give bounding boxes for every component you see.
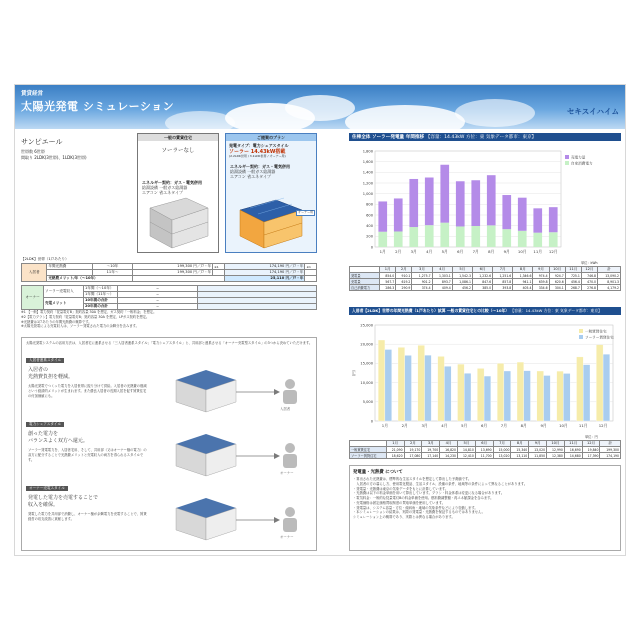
header-subtitle: 賃貸経営 [21,91,44,97]
x-tick-label: 1月 [379,249,386,254]
table-cell: 1,346.6 [513,273,533,279]
plain-label: ソーラーなし [161,148,195,154]
y-tick-label: 600 [366,213,373,218]
table-cell: 1,086.1 [452,279,472,285]
bar-0 [533,208,542,232]
style-item-label: オーナー [280,535,294,539]
style-item [26,422,314,482]
bar-1 [471,226,480,247]
y-tick-label: 5,000 [362,400,373,405]
chart2-header [349,307,621,315]
bar-1 [444,366,451,421]
y-tick-label: 0 [370,245,373,250]
chart2-unit: 単位：円 [585,435,598,439]
tenant-row-label: 年間光熱費 [47,264,93,270]
legend-swatch [579,335,583,339]
y-tick-label: 1,600 [362,159,373,164]
table-month-header: 10月 [547,441,565,447]
bar-1 [563,373,570,421]
footnote: ※2【電力プラン】電力契約「従量電灯B」契約容量 30A を想定、LPガス契約を想定。 [21,314,150,319]
chart1-title: 住棟全体 ソーラー発電量 年間推移 [352,135,425,140]
property-name: サンピエール [21,138,63,146]
table-cell: 941.1 [513,279,533,285]
page-title: 太陽光発電 シミュレーション [21,100,175,113]
bar-0 [409,179,418,227]
table-cell: 1,251.6 [493,273,513,279]
bar-0 [394,198,403,231]
table-cell: 18,620 [386,453,404,459]
x-tick-label: 11月 [533,249,543,254]
owner-plain-value: − [118,286,198,292]
table-cell: 19,170 [404,447,422,453]
x-tick-label: 1月 [381,423,389,428]
table-cell: 19,700 [422,447,440,453]
table-cell: 746.8 [581,273,597,279]
x-tick-label: 8月 [488,249,495,254]
x-tick-label: 11月 [578,423,588,428]
table-month-header: 3月 [412,267,432,273]
plain-energy-sub2: エアコン 省エネタイプ [142,190,183,195]
owner-row-label: ソーラー売電収入 [44,286,84,298]
table-cell: 567.7 [380,279,396,285]
table-cell: 854.0 [380,273,396,279]
table-cell: 4,179.2 [598,285,621,291]
table-cell: 1,232.6 [472,273,492,279]
table-month-header: 8月 [511,441,529,447]
notes-title: 発電量・光熱費 について [353,470,403,475]
bar-0 [502,195,511,229]
bar-1 [409,227,418,247]
note-line: ・本シミュレーションの結果は、実際の発電量・光熱費を保証するものではありません。 [353,510,485,515]
style-item-heading: 入居者の 光熱費負担を軽減。 [28,367,74,380]
table-month-header: 12月 [582,441,600,447]
table-month-header: 6月 [472,267,492,273]
tenant-plan-cost: 174,190 円／戸・年 [224,264,305,270]
table-cell: 14,810 [457,447,475,453]
table-cell: 17,390 [582,453,600,459]
style-item-body: 発電した電力を共用部で消費し、オーナー様が余剰電力を売電することで、賃貸経営の収支改善に貢献します。 [28,512,147,521]
table-cell: 286.3 [380,285,396,291]
table-month-header: 2月 [396,267,412,273]
style-item-tag: 電力シェアスタイル [26,422,64,427]
table-month-header: 3月 [422,441,440,447]
y-tick-label: 800 [366,202,373,207]
table-row-label: 売電量 [350,279,380,285]
owner-merit-label: 売電メリット [44,298,84,310]
table-cell: 276.8 [581,285,597,291]
y-tick-label: 25,000 [360,323,373,328]
plan-header: ご提案のプラン [226,134,316,141]
table-cell: 199,300 [600,447,621,453]
plain-energy-sub1: 給湯設備 一般ガス給湯器 [142,185,188,190]
style-item-tag: 入居者連系スタイル [26,358,64,363]
table-month-header: 2月 [404,441,422,447]
bar-1 [378,232,387,247]
y-tick-label: 10,000 [360,380,373,385]
table-cell: 15,000 [493,447,511,453]
table-row-label: 一般賃貸住宅 [350,447,387,453]
tenant-merit-note [305,276,317,282]
bar-0 [440,165,449,223]
table-cell: 910.1 [396,273,412,279]
bar-0 [518,198,527,231]
table-cell: 901.2 [412,279,432,285]
y-tick-label: 400 [366,223,373,228]
table-cell: 639.8 [533,279,549,285]
table-cell: 974.4 [533,273,549,279]
plan-energy-sub1: 給湯設備 一般ガス給湯器 [230,168,276,174]
y-tick-label: 1,400 [362,170,373,175]
table-cell: 8,901.3 [598,279,621,285]
x-tick-label: 10月 [517,249,527,254]
table-cell: 847.6 [472,279,492,285]
table-cell: 725.1 [565,273,581,279]
table-month-header: 7月 [493,267,513,273]
table-cell: 290.9 [396,285,412,291]
header-banner [15,85,626,129]
bar-0 [378,340,385,421]
table-cell: 16,690 [564,447,582,453]
bar-0 [456,181,465,226]
bar-0 [577,357,584,421]
bar-1 [603,354,610,421]
chart2-title: 入居者【2LDK】世帯の年間光熱費（1戸あたり）試算 一般の賃貸住宅との比較（〜10年） [352,308,510,313]
footnotes [21,310,317,329]
table-cell: 470.0 [581,279,597,285]
cost-table [349,440,621,459]
table-cell: 268.7 [565,285,581,291]
table-month-header: 9月 [533,267,549,273]
table-cell: 393.8 [493,285,513,291]
bar-0 [418,345,425,421]
table-cell: 17,080 [404,453,422,459]
chart1-unit: 単位：kWh [581,261,598,265]
legend-label: 自家消費電力 [571,161,593,166]
note-line: ・売電価格は固定価格買取制度の買取単価を使用しています。 [353,500,446,505]
table-cell: 405.4 [513,285,533,291]
bar-1 [484,376,491,421]
bar-1 [405,355,412,421]
x-tick-label: 7月 [500,423,508,428]
bar-1 [533,233,542,247]
bar-0 [425,178,434,226]
bar-0 [557,371,564,421]
table-month-header: 4月 [432,267,452,273]
table-month-header: 11月 [564,441,582,447]
y-tick-label: 15,000 [360,361,373,366]
table-cell: 924.7 [549,273,565,279]
tenant-merit-plain [132,276,224,282]
table-month-header: 4月 [440,441,458,447]
x-tick-label: 12月 [548,249,558,254]
bar-1 [544,375,551,421]
y-tick-label: 0 [370,419,373,424]
table-cell: 857.8 [493,279,513,285]
table-month-header: 7月 [493,441,511,447]
owner-income-table [21,285,317,310]
note-line: ・電気料金：一般的な従量電灯Bの料金単価を使用。燃料費調整額・再エネ賦課金を含みます。 [353,496,494,501]
table-month-header: 11月 [565,267,581,273]
table-cell: 12,990 [547,447,565,453]
y-tick-label: 1,200 [362,181,373,186]
bar-1 [502,229,511,247]
owner-row-period: 10年間の合計 [84,298,118,304]
style-item-heading: 発電した電力を売電することで 収入を確保。 [28,495,99,508]
table-cell: 16,820 [440,447,458,453]
x-tick-label: 12月 [598,423,608,428]
bar-0 [549,207,558,232]
table-month-header: 8月 [513,267,533,273]
table-cell: 14,680 [564,453,582,459]
x-tick-label: 10月 [559,423,568,428]
table-cell: 620.6 [549,279,565,285]
bar-1 [385,349,392,421]
table-cell: 456.2 [452,285,472,291]
y-tick-label: 1,800 [362,149,373,154]
plain-building-image [146,194,212,250]
brand-logo: セキスイハイム [566,107,619,116]
bar-1 [583,365,590,421]
tenant-plain-cost: 199,300 円／戸・年 [132,264,213,270]
table-cell: 456.4 [565,279,581,285]
table-month-header: 5月 [452,267,472,273]
table-cell: 1,542.3 [452,273,472,279]
property-units: 世帯数 6世帯 [21,149,45,154]
bar-1 [549,232,558,247]
table-cell: 13,690 [475,447,493,453]
bar-1 [464,373,471,421]
note-line: ・発電量・光熱費は東京の気象データをもとに計算しています。 [353,486,449,491]
x-tick-label: 9月 [503,249,510,254]
x-tick-label: 9月 [540,423,547,428]
x-tick-label: 3月 [421,423,428,428]
bar-1 [425,355,432,421]
style-item-label: オーナー [280,471,294,475]
generation-table [349,266,621,291]
x-tick-label: 4月 [441,423,448,428]
bar-0 [497,363,504,421]
note-line: 入居者の方の暮らし方、使用電化製品、生活スタイル、設備の条件、地域等の条件によって異なることがあります。 [353,481,528,486]
tenant-plain-cost: 199,300 円／戸・年 [132,270,213,276]
table-cell: 12,410 [457,453,475,459]
x-tick-label: 7月 [472,249,479,254]
style-item-tag: オーナー売電スタイル [26,486,68,491]
table-row-label: 自己消費電力 [350,285,380,291]
table-month-header: 6月 [475,441,493,447]
solar-building-image [236,196,308,250]
table-cell: 374.4 [412,285,432,291]
legend-swatch [565,155,569,159]
tenant-merit-value: 25,110 円／戸・年 [224,276,305,282]
styles-intro: 太陽光発電システムの活用方法は、入居者宅に連系させる「三入居者連系スタイル」「電力シェアスタイル」と、共用部と連系させる「オーナー売電型スタイル」の3つから決めていただけます。 [26,341,313,345]
table-month-header: 10月 [549,267,565,273]
owner-row-period: 1年間（11年〜） [84,292,118,298]
table-month-header: 計 [598,267,621,273]
legend-label: 売電力量 [571,155,586,160]
tenant-plan-note: ※1 [305,264,317,270]
chart1-header [349,133,621,141]
style-item-body: ソーラー発電電力を、入居者宅用、そして、共用部（又はオーナー様の電力）の双方に配分することで光熱費メリットと売電収入の両方を得られるスタイルです。 [28,448,147,462]
plan-kw: ソーラー 14.43kW搭載 [229,149,286,155]
note-line: ・光熱費は以下の料金単価を用いて算出しています。プラン・料金体系は変更になる場合があります。 [353,491,505,496]
table-cell: 21,090 [386,447,404,453]
table-cell: 1,303.1 [432,273,452,279]
table-row-label: 発電量 [350,273,380,279]
note-line: ・発電量は、システム容量・方位・傾斜角・地域の気象条件などにより変動します。 [353,505,478,510]
owner-plain-value: − [118,298,198,304]
tenant-row-period: 〜10年 [93,264,132,270]
legend-swatch [565,161,569,165]
table-row [350,285,621,291]
table-month-header: 5月 [457,441,475,447]
utility-cost-chart [349,317,621,435]
tenant-plain-note: ※1 [213,264,225,270]
owner-group-label: オーナー [22,286,44,310]
y-tick-label: 200 [366,234,373,239]
plan-energy-sub2: エアコン 省エネタイプ [230,173,271,179]
table-cell: 304.1 [549,285,565,291]
bar-1 [504,371,511,421]
table-month-header: 9月 [529,441,547,447]
bar-1 [524,371,531,421]
footnote: ※1 【一般】電力契約「従量電灯B」契約容量 30A を想定、ガス契約「一般料金」を想定。 [21,310,157,314]
y-axis-label: （円） [352,367,356,379]
legend-label: 一般賃貸住宅 [585,329,607,334]
table-cell: 17,140 [422,453,440,459]
bar-0 [537,371,544,421]
owner-plain-value: − [118,304,198,310]
style-item-body: 太陽光発電でつくった電力を入居世帯に振り分けて供給。入居者の光熱費の削減という経済的メリットが生まれます。また優良入居者の長期入居を促す賃貸住宅の付加価値にも。 [28,384,147,398]
table-cell: 19,840 [582,447,600,453]
table-cell: 619.2 [396,279,412,285]
bar-0 [471,180,480,226]
style-item [26,358,314,418]
note-line: ・算出された光熱費は、標準的な生活スタイルを想定して算出した予測値です。 [353,477,472,481]
owner-row-period: 1年間（〜10年） [84,286,118,292]
y-tick-label: 1,000 [362,191,373,196]
style-item [26,486,314,546]
plan-energy-title: エネルギー契約：ガス・電気併用 [230,163,290,169]
table-cell: 893.7 [432,279,452,285]
solar-generation-chart [349,143,621,261]
styles-explanation-box [21,337,317,551]
x-tick-label: 5月 [441,249,448,254]
owner-plan-value [198,304,317,310]
tenant-caption: 【2LDK】世帯（1戸あたり） [21,257,69,261]
document-page [14,84,626,556]
owner-row-period: 20年間の合計 [84,304,118,310]
property-layout: 間取り 2LDK(3世帯)、1LDK(3世帯) [21,155,87,160]
bar-1 [425,225,434,247]
x-tick-label: 8月 [520,423,527,428]
plain-housing-panel [137,133,219,253]
notes-box [349,465,621,551]
tenant-plan-cost: 174,190 円／戸・年 [224,270,305,276]
footnote: ※太陽光発電による売電収入は、ソーラー発電された電力の余剰分を含みます。 [21,324,139,329]
table-cell: 12,380 [547,453,565,459]
owner-callout: オーナー用 [298,210,314,214]
legend-label: ソーラー賃貸住宅 [585,335,614,340]
table-cell: 1,275.7 [412,273,432,279]
style-item-heading: 創った電力を バランスよく双方へ還元。 [28,431,88,444]
bar-1 [394,231,403,247]
plan-type: 発電タイプ：電力シェアスタイル [229,143,289,148]
table-cell: 409.4 [432,285,452,291]
bar-0 [517,362,524,421]
style-item-label: 入居者 [280,407,291,411]
table-cell: 334.6 [533,285,549,291]
table-row-label: ソーラー賃貸住宅 [350,453,387,459]
proposal-plan-panel [225,133,317,253]
bar-0 [458,364,465,421]
bar-1 [456,226,465,247]
table-cell: 14,230 [440,453,458,459]
bar-0 [378,201,387,231]
table-cell: 13,110 [511,453,529,459]
x-tick-label: 6月 [480,423,488,428]
footnote: ※光熱費は1戸あたりの年間光熱費の概算です。 [21,319,92,324]
tenant-cost-table [21,263,317,282]
bar-0 [487,175,496,225]
x-tick-label: 2月 [395,249,402,254]
bar-1 [440,223,449,247]
owner-plain-value: − [118,292,198,298]
tenant-merit-label: 光熱費メリット/年（〜10年） [47,276,132,282]
tenant-row-period: 11年〜 [93,270,132,276]
x-tick-label: 4月 [426,249,433,254]
table-cell: 385.0 [472,285,492,291]
x-tick-label: 3月 [410,249,417,254]
x-tick-label: 5月 [461,423,468,428]
table-cell: 174,190 [600,453,621,459]
table-month-header: 12月 [581,267,597,273]
table-cell: 13,020 [493,453,511,459]
bar-0 [596,345,603,421]
plan-note: (2.2LDK世帯 / 3.1LDK世帯 / オーナー用) [229,154,286,158]
plain-energy-title: エネルギー契約：ガス・電気併用 [142,180,202,185]
table-cell: 11,850 [529,453,547,459]
bar-0 [477,368,484,421]
table-row [350,453,621,459]
tenant-group-label: 入居者 [22,264,47,282]
table-month-header: 1月 [380,267,396,273]
table-cell: 15,340 [511,447,529,453]
y-tick-label: 20,000 [360,342,373,347]
bar-1 [487,225,496,247]
chart1-spec: 【容量：14.43kW 方位：東 気象データ都市：東京】 [425,135,537,140]
table-cell: 13,090.2 [598,273,621,279]
bar-0 [438,356,445,421]
plain-header: 一般の賃貸住宅 [138,134,218,141]
plot-area [375,151,561,247]
table-month-header: 計 [600,441,621,447]
x-tick-label: 6月 [457,249,464,254]
table-month-header: 1月 [386,441,404,447]
table-cell: 13,020 [529,447,547,453]
x-tick-label: 2月 [401,423,408,428]
bar-1 [518,231,527,247]
legend-swatch [579,329,583,333]
table-cell: 11,700 [475,453,493,459]
chart2-spec: 【容量：14.43kW 方位：東 気象データ都市：東京】 [510,308,602,313]
note-line: シミュレーション上の概算であり、実際とは異なる場合があります。 [353,515,455,520]
bar-0 [398,347,405,421]
